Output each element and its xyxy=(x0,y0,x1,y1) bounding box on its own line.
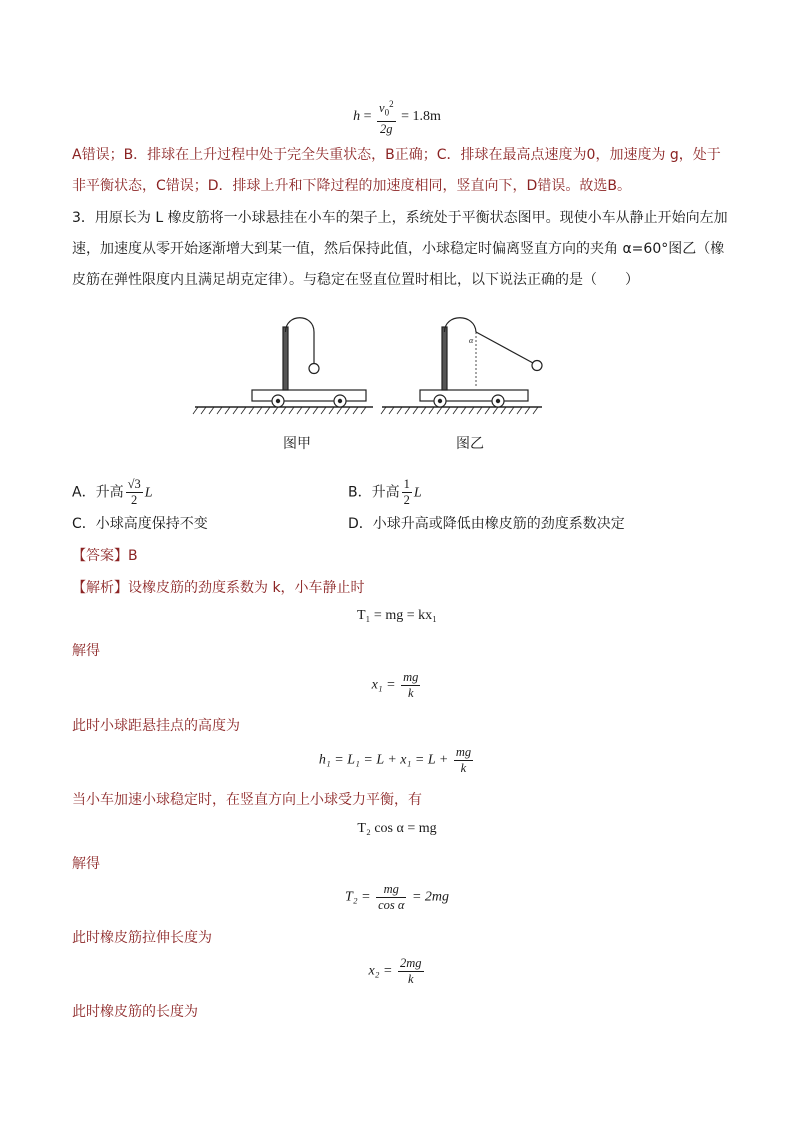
solve-text-2: 解得 xyxy=(72,856,100,872)
prev-explanation-line1: A错误；B．排球在上升过程中处于完全失重状态，B正确；C．排球在最高点速度为0，加速度为 g，处于 xyxy=(72,147,721,163)
caption-right: 图乙 xyxy=(456,436,484,452)
eq-h1: h₁ = L₁ = L + x₁ = L + $\frac{mg}{k}$ xyxy=(318,745,472,775)
text-stretch: 此时橡皮筋拉伸长度为 xyxy=(72,930,212,946)
eq-x1: x₁ = $\frac{mg}{k}$ xyxy=(371,670,419,700)
angle-label: α xyxy=(469,336,474,345)
cart-figure xyxy=(190,310,550,420)
caption-left: 图甲 xyxy=(283,436,311,452)
text-length: 此时橡皮筋的长度为 xyxy=(72,1004,198,1020)
text-equilibrium: 当小车加速小球稳定时，在竖直方向上小球受力平衡，有 xyxy=(72,792,422,808)
eq-t2: T₂ = $\frac{mg}{\text{cos α}}$ = 2mg xyxy=(344,882,450,912)
option-c: C．小球高度保持不变 xyxy=(72,516,208,532)
figure-right-cart xyxy=(381,318,542,414)
solve-text-1: 解得 xyxy=(72,643,100,659)
question-line2: 速，加速度从零开始逐渐增大到某一值，然后保持此值，小球稳定时偏离竖直方向的夹角 α=60°图乙（橡 xyxy=(72,241,725,257)
eq-x2: x₂ = $\frac{2mg}{k}$ xyxy=(368,956,422,986)
formula-height: h = $\frac{v_0^2}{2g}$ = 1.8m xyxy=(353,99,441,136)
figure-left-cart xyxy=(193,318,373,414)
option-b: B．升高 $\frac{1}{2}$ L xyxy=(348,477,422,507)
analysis-intro: 【解析】设橡皮筋的劲度系数为 k，小车静止时 xyxy=(72,580,365,596)
question-line1: 3．用原长为 L 橡皮筋将一小球悬挂在小车的架子上，系统处于平衡状态图甲。现使小车从静止开始向左加 xyxy=(72,210,728,226)
option-d: D．小球升高或降低由橡皮筋的劲度系数决定 xyxy=(348,516,625,532)
eq-t2-cos: T₂ cos α = mg xyxy=(357,821,437,836)
answer: 【答案】B xyxy=(72,548,138,564)
question-line3: 皮筋在弹性限度内且满足胡克定律）。与稳定在竖直位置时相比，以下说法正确的是（ ） xyxy=(72,272,639,288)
text-height: 此时小球距悬挂点的高度为 xyxy=(72,718,240,734)
eq-t1: T₁ = mg = kx₁ xyxy=(357,608,437,623)
option-a: A．升高 $\frac{√3}{2}$ L xyxy=(72,477,153,507)
prev-explanation-line2: 非平衡状态，C错误；D．排球上升和下降过程的加速度相同，竖直向下，D错误。故选B。 xyxy=(72,178,631,194)
